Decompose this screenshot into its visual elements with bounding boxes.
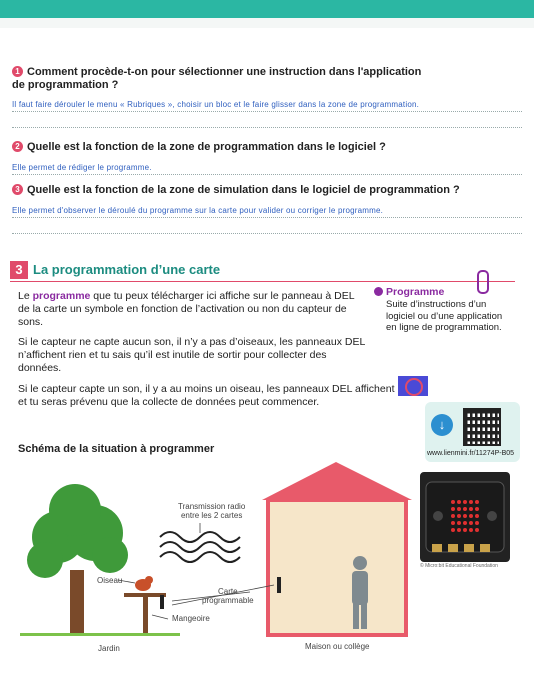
download-icon[interactable]: ↓: [431, 414, 453, 436]
label-radio: Transmission radio entre les 2 cartes: [178, 502, 246, 520]
question-text: Comment procède-t-on pour sélectionner une instruction dans l'application de programmation ?: [12, 66, 422, 91]
paragraph-3: Si le capteur capte un son, il y a au moins un oiseau, les panneaux DEL affichent et tu seras prévenu que la collecte de données peut commencer.: [18, 383, 395, 408]
paragraph-1: [18, 290, 368, 329]
answer-line: [12, 233, 522, 234]
section-title: La programmation d’une carte: [33, 262, 221, 277]
definition-text: Suite d’instructions d’un logiciel ou d’une application en ligne de programmation.: [386, 299, 503, 333]
house-walls: [268, 500, 406, 635]
question-text: Quelle est la fonction de la zone de simulation dans le logiciel de programmation ?: [27, 184, 460, 196]
feeder-table: [124, 593, 166, 597]
question-1: [12, 66, 432, 92]
led-symbol-icon: [398, 376, 428, 396]
question-2: [12, 141, 512, 154]
keyword-programme[interactable]: programme: [32, 290, 91, 302]
schema-title: Schéma de la situation à programmer: [18, 443, 215, 455]
paragraph-text: que tu peux télécharger ici affiche sur le panneau à DEL de la carte un symbole en fonction de l’activation ou non du capteur de sons.: [18, 290, 355, 328]
question-number-badge: 3: [12, 184, 23, 195]
ground-line: [20, 633, 180, 636]
answer-line: [12, 111, 522, 112]
photo-credit: © Micro:bit Educational Foundation: [420, 563, 498, 569]
definition-title: [374, 286, 444, 298]
answer-2: Elle permet de rédiger le programme.: [12, 163, 152, 172]
house-card: [277, 577, 281, 593]
answer-line: [12, 174, 522, 175]
top-color-band: [0, 0, 534, 18]
label-oiseau: Oiseau: [97, 576, 123, 585]
microbit-photo: [420, 472, 510, 562]
paragraph-2: Si le capteur ne capte aucun son, il n’y a pas d’oiseaux, les panneaux DEL n’affichent rien et tu sais qu’il est inutile de sortir pour collecter des données.: [18, 336, 365, 374]
answer-1: Il faut faire dérouler le menu « Rubriques », choisir un bloc et le faire glisser dans la zone de programmation.: [12, 100, 420, 109]
radio-wave: [160, 532, 240, 542]
download-link[interactable]: www.lienmini.fr/11274P-B05: [427, 450, 515, 457]
top-light-band: [0, 18, 534, 28]
question-3: [12, 184, 522, 197]
question-number-badge: 2: [12, 141, 23, 152]
question-text: Quelle est la fonction de la zone de programmation dans le logiciel ?: [27, 141, 386, 153]
label-arrow: [152, 615, 168, 619]
qr-code-icon: [463, 408, 501, 446]
label-mangeoire: Mangeoire: [172, 614, 210, 623]
section-header: [10, 261, 360, 279]
garden-card: [160, 595, 164, 609]
paragraph-text: Le: [18, 290, 33, 302]
house-roof: [262, 462, 412, 500]
radio-wave: [160, 542, 240, 552]
definition-box: [374, 286, 509, 352]
tree-trunk: [70, 570, 84, 635]
label-maison: Maison ou collège: [305, 642, 370, 651]
question-number-badge: 1: [12, 66, 23, 77]
section-divider: [10, 281, 515, 282]
label-jardin: Jardin: [98, 644, 120, 653]
feeder-post: [143, 597, 148, 633]
definition-title-text: Programme: [386, 286, 445, 298]
bullet-icon: [374, 287, 383, 296]
section-number: 3: [10, 261, 28, 279]
microbit-led-grid: [420, 472, 510, 562]
tree-foliage: [27, 484, 128, 578]
answer-3: Elle permet d'observer le déroulé du programme sur la carte pour valider ou corriger le programme.: [12, 206, 384, 215]
download-box[interactable]: [425, 402, 520, 462]
label-carte: Carte programmable: [202, 587, 254, 605]
answer-line: [12, 127, 522, 128]
radio-wave: [160, 552, 240, 562]
answer-line: [12, 217, 522, 218]
